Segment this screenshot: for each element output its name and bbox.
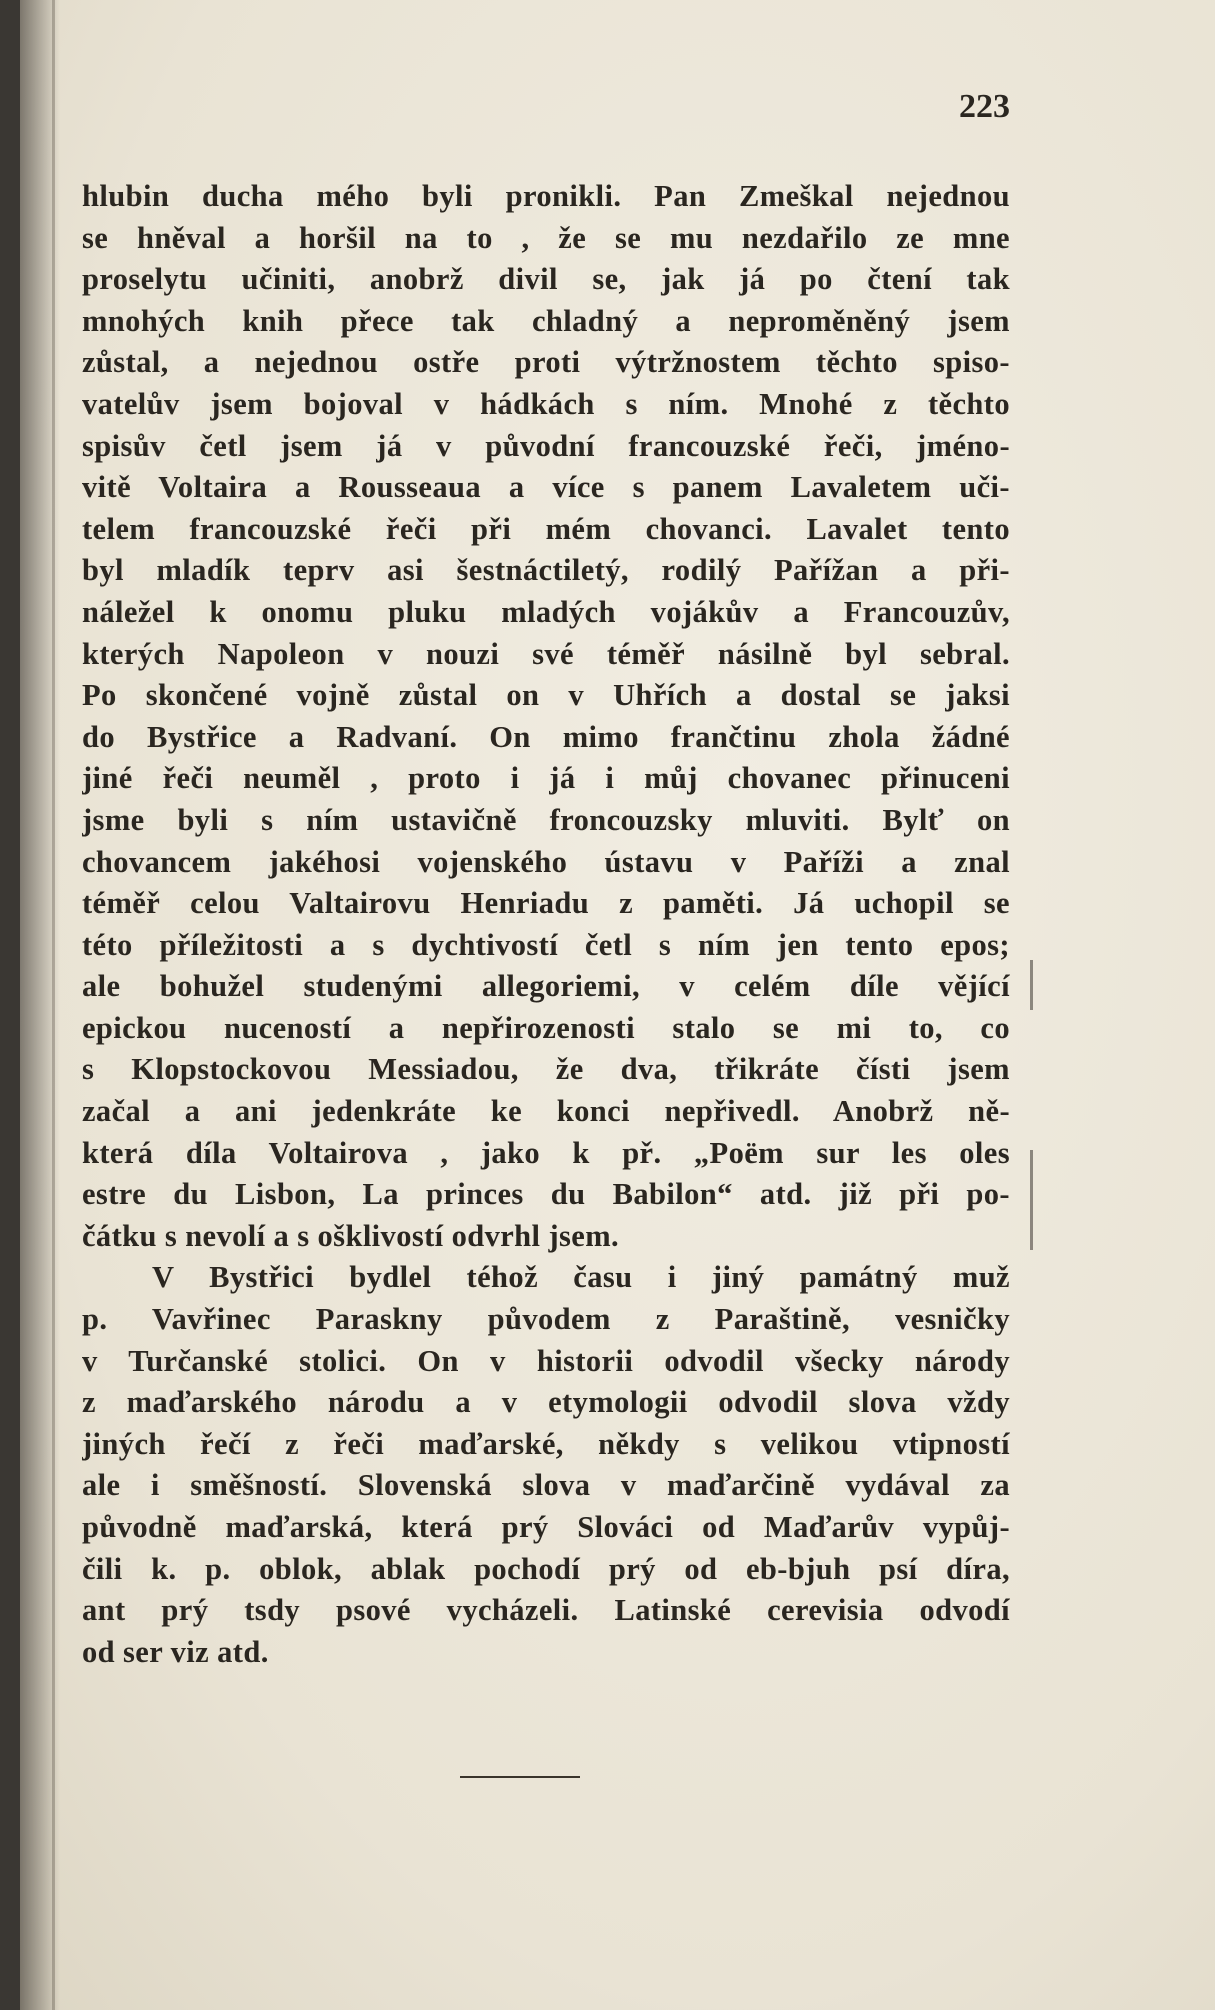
text-line: zůstal, a nejednou ostře proti výtržnostem těchto spiso- bbox=[82, 345, 1010, 380]
paragraph-2 bbox=[82, 1257, 1010, 1673]
text-line: čátku s nevolí a s ošklivostí odvrhl jsem. bbox=[82, 1218, 620, 1253]
text-line: v Turčanské stolici. On v historii odvodil všecky národy bbox=[82, 1343, 1010, 1378]
text-line: čili k. p. oblok, ablak pochodí prý od eb-bjuh psí díra, bbox=[82, 1551, 1010, 1586]
text-line: náležel k onomu pluku mladých vojákův a Francouzův, bbox=[82, 594, 1010, 629]
text-line: téměř celou Valtairovu Henriadu z paměti. Já uchopil se bbox=[82, 886, 1010, 921]
text-line: byl mladík teprv asi šestnáctiletý, rodilý Pařížan a při- bbox=[82, 553, 1010, 588]
text-line: jiné řeči neuměl , proto i já i můj chovanec přinuceni bbox=[82, 761, 1010, 796]
text-line: od ser viz atd. bbox=[82, 1634, 269, 1669]
paragraph-1 bbox=[82, 176, 1010, 1257]
text-line: začal a ani jedenkráte ke konci nepřivedl. Anobrž ně- bbox=[82, 1094, 1010, 1129]
text-line: ale bohužel studenými allegoriemi, v celém díle vějící bbox=[82, 969, 1010, 1004]
text-line: se hněval a horšil na to , že se mu nezdařilo ze mne bbox=[82, 220, 1010, 255]
text-line: epickou nuceností a nepřirozenosti stalo se mi to, co bbox=[82, 1010, 1010, 1045]
text-line: hlubin ducha mého byli pronikli. Pan Zmeškal nejednou bbox=[82, 179, 1010, 213]
text-line: vitě Voltaira a Rousseaua a více s panem Lavaletem uči- bbox=[82, 470, 1010, 505]
text-line: původně maďarská, která prý Slováci od Maďarův vypůj- bbox=[82, 1510, 1010, 1544]
text-line: vatelův jsem bojoval v hádkách s ním. Mnohé z těchto bbox=[82, 386, 1010, 421]
text-line: s Klopstockovou Messiadou, že dva, třikráte čísti jsem bbox=[82, 1052, 1010, 1087]
text-line: ale i směšností. Slovenská slova v maďarčině vydával za bbox=[82, 1468, 1010, 1503]
text-line: jiných řečí z řeči maďarské, někdy s velikou vtipností bbox=[82, 1426, 1010, 1461]
text-line: ant prý tsdy psové vycházeli. Latinské cerevisia odvodí bbox=[82, 1593, 1010, 1628]
text-line: této příležitosti a s dychtivostí četl s ním jen tento epos; bbox=[82, 927, 1010, 962]
text-line: telem francouzské řeči při mém chovanci. Lavalet tento bbox=[82, 511, 1010, 546]
text-line: do Bystřice a Radvaní. On mimo frančtinu zhola žádné bbox=[82, 719, 1010, 754]
text-line: kterých Napoleon v nouzi své téměř násilně byl sebral. bbox=[82, 636, 1010, 671]
text-line: chovancem jakéhosi vojenského ústavu v Paříži a znal bbox=[82, 844, 1010, 879]
text-line: V Bystřici bydlel téhož času i jiný památný muž bbox=[152, 1260, 1010, 1295]
text-line: spisův četl jsem já v původní francouzské řeči, jméno- bbox=[82, 428, 1010, 463]
text-line: proselytu učiniti, anobrž divil se, jak já po čtení tak bbox=[82, 262, 1010, 297]
margin-mark bbox=[1030, 1150, 1033, 1250]
text-line: mnohých knih přece tak chladný a neproměněný jsem bbox=[82, 303, 1010, 338]
body-text bbox=[82, 176, 1010, 1673]
section-end-rule bbox=[460, 1776, 580, 1778]
text-line: estre du Lisbon, La princes du Babilon“ atd. již při po- bbox=[82, 1177, 1010, 1212]
text-line: z maďarského národu a v etymologii odvodil slova vždy bbox=[82, 1385, 1010, 1420]
text-line: Po skončené vojně zůstal on v Uhřích a dostal se jaksi bbox=[82, 678, 1010, 713]
text-line: jsme byli s ním ustavičně froncouzsky mluviti. Bylť on bbox=[82, 802, 1010, 837]
text-line: která díla Voltairova , jako k př. „Poëm sur les oles bbox=[82, 1135, 1010, 1170]
page-edge bbox=[52, 0, 55, 2010]
page-number: 223 bbox=[959, 88, 1010, 125]
text-line: p. Vavřinec Paraskny původem z Paraštině, vesničky bbox=[82, 1302, 1010, 1337]
margin-mark bbox=[1030, 960, 1033, 1010]
